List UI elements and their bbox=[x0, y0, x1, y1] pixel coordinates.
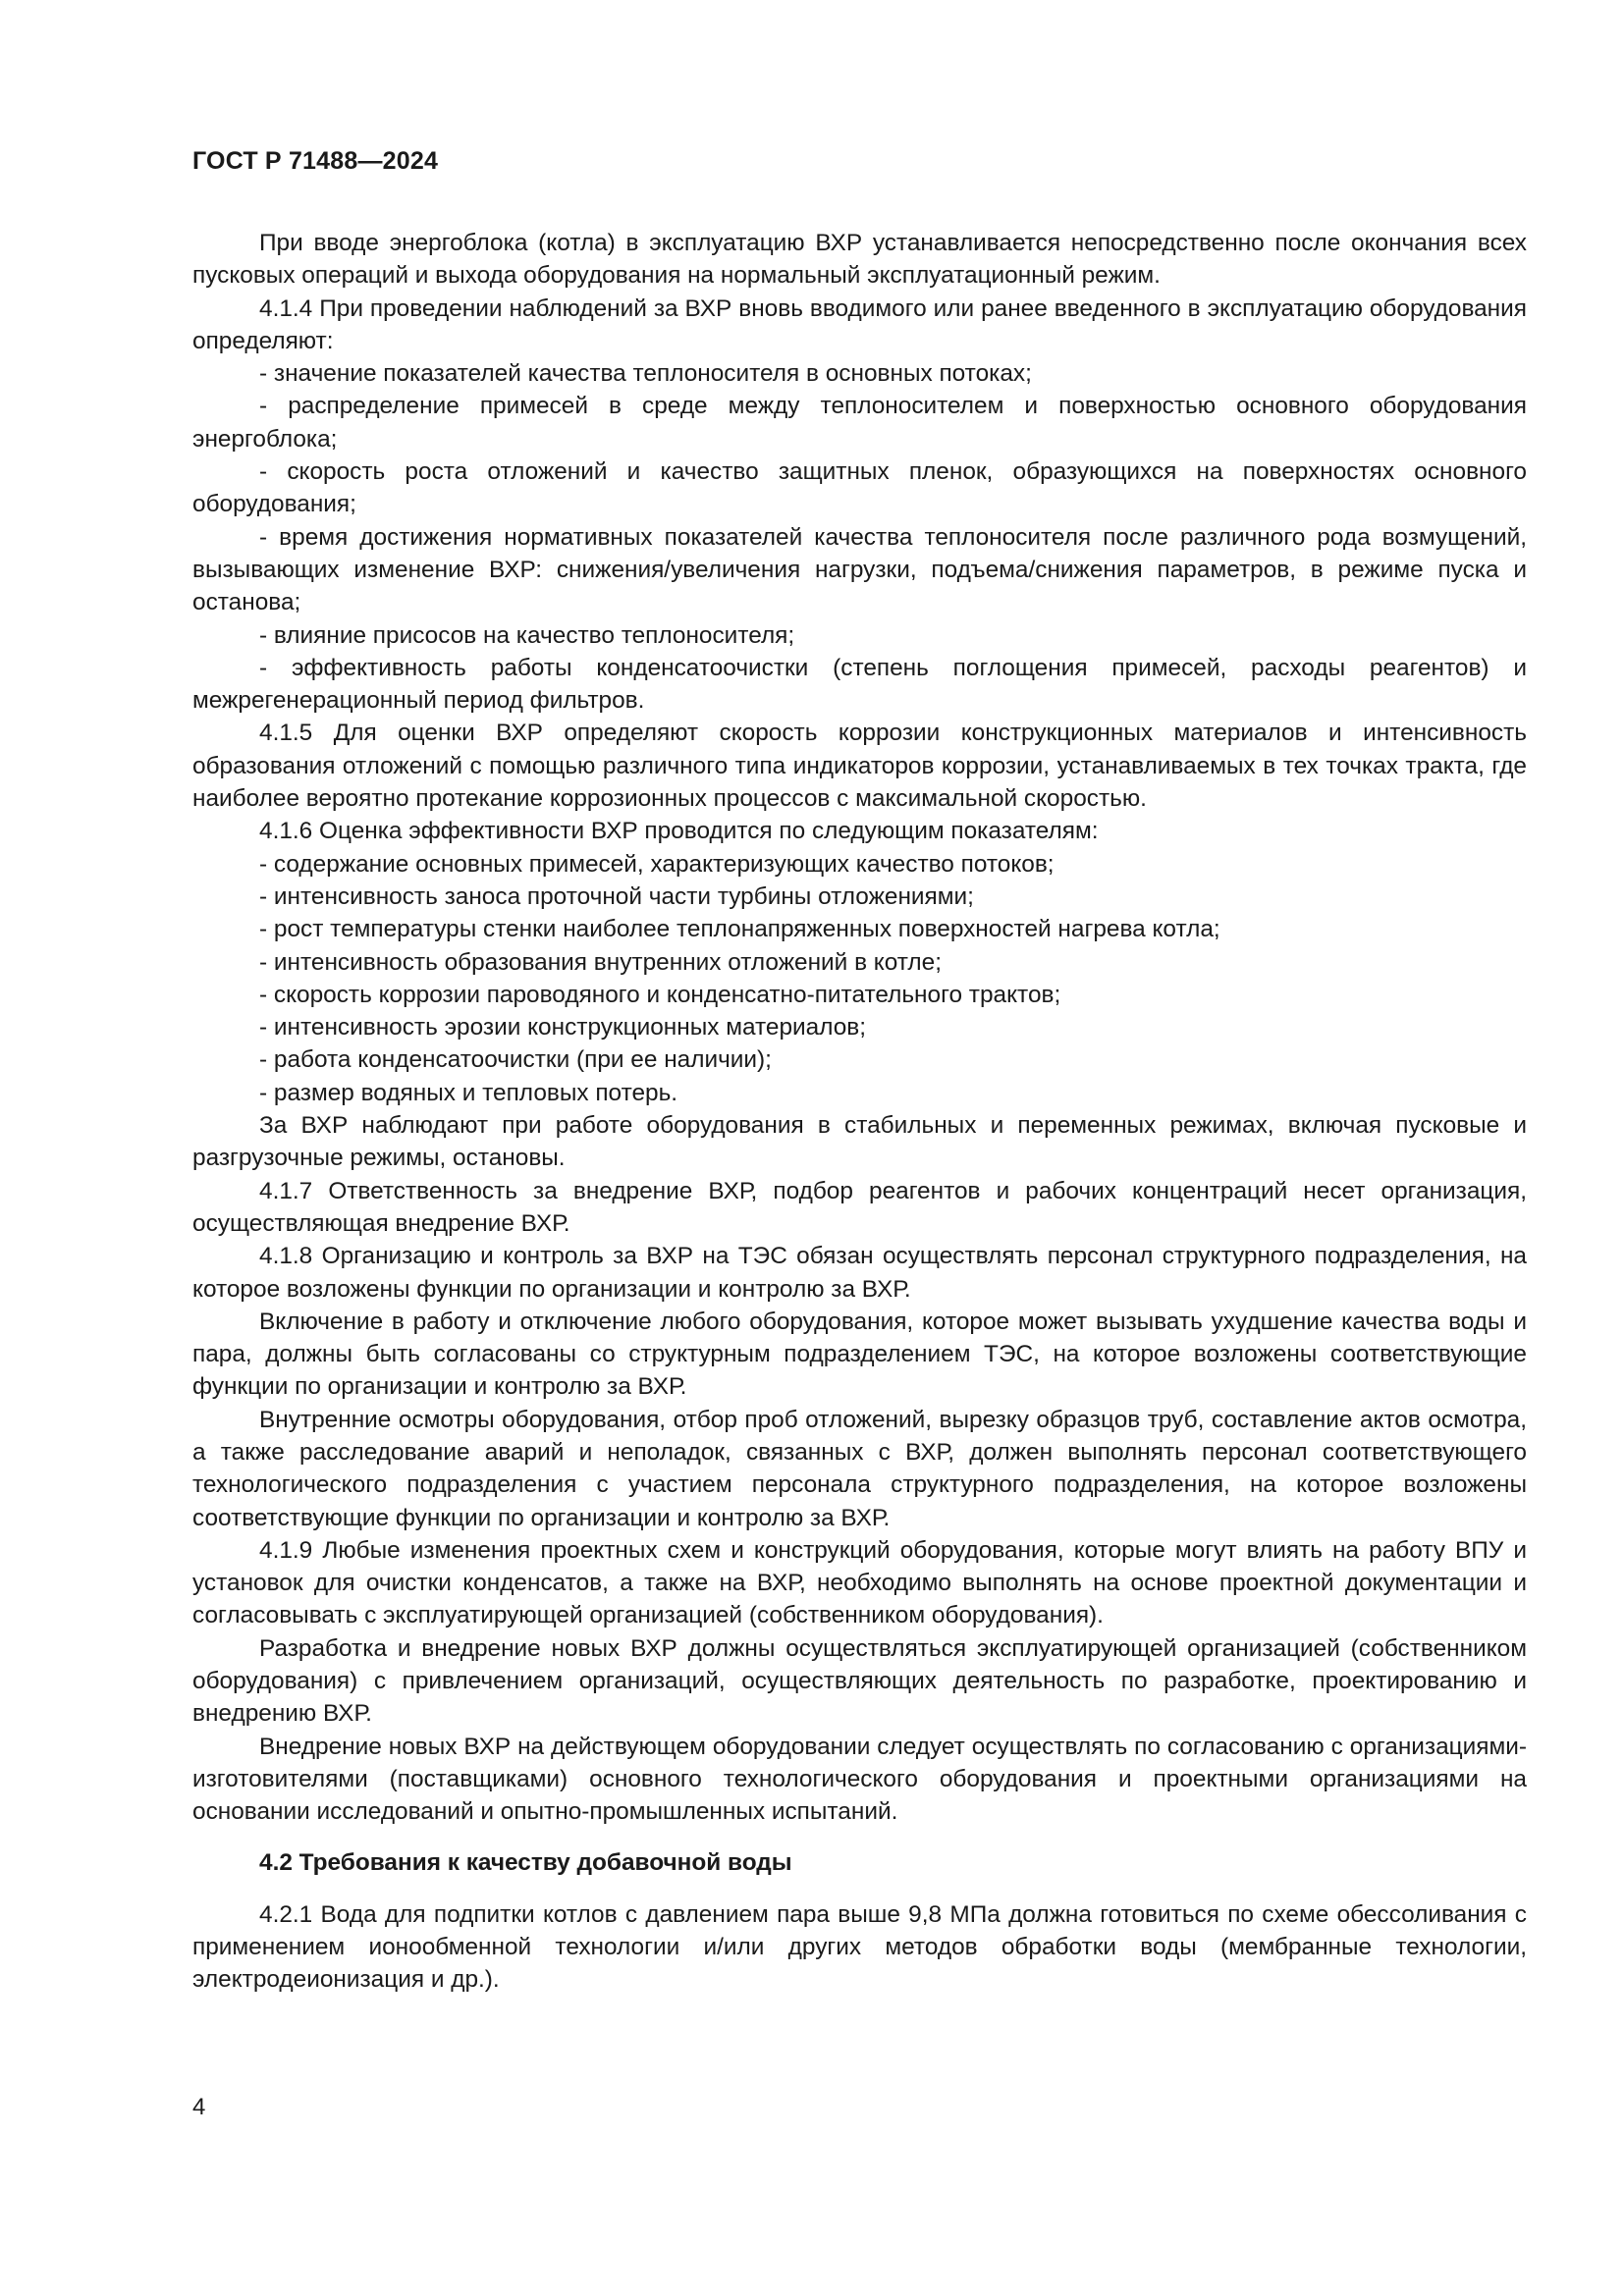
list-item: - интенсивность эрозии конструкционных материалов; bbox=[259, 1014, 867, 1041]
page-number: 4 bbox=[192, 2094, 206, 2120]
paragraph: За ВХР наблюдают при работе оборудования в стабильных и переменных режимах, включая пусковые и разгрузочные режимы, остановы. bbox=[192, 1112, 1527, 1172]
paragraph: 4.1.7 Ответственность за внедрение ВХР, подбор реагентов и рабочих концентраций несет организация, осуществляющая внедрение ВХР. bbox=[192, 1177, 1527, 1237]
list-item: - скорость коррозии пароводяного и конденсатно-питательного трактов; bbox=[259, 981, 1061, 1008]
paragraph: Разработка и внедрение новых ВХР должны осуществляться эксплуатирующей организацией (собственником оборудования) с привлечением организаций, осуществляющих деятельность по разработке, проектированию и внедрению ВХР. bbox=[192, 1634, 1527, 1728]
list-item: - время достижения нормативных показателей качества теплоносителя после различного рода возмущений, вызывающих изменение ВХР: снижения/увеличения нагрузки, подъема/снижения параметров, в режиме пуска и останова; bbox=[192, 523, 1527, 616]
list-item: - содержание основных примесей, характеризующих качество потоков; bbox=[259, 850, 1055, 878]
list-item: - распределение примесей в среде между теплоносителем и поверхностью основного оборудования энергоблока; bbox=[192, 393, 1527, 453]
list-item: - работа конденсатоочистки (при ее наличии); bbox=[259, 1046, 772, 1074]
document-body bbox=[192, 227, 1527, 1997]
list-item: - рост температуры стенки наиболее теплонапряженных поверхностей нагрева котла; bbox=[259, 916, 1220, 943]
paragraph: 4.1.9 Любые изменения проектных схем и конструкций оборудования, которые могут влиять на работу ВПУ и установок для очистки конденсатов, а также на ВХР, необходимо выполнять на основе проектной документации и согласовывать с эксплуатирующей организацией (собственником оборудования). bbox=[192, 1536, 1527, 1629]
paragraph: 4.1.5 Для оценки ВХР определяют скорость коррозии конструкционных материалов и интенсивность образования отложений с помощью различного типа индикаторов коррозии, устанавливаемых в тех точках тракта, где наиболее вероятно протекание коррозионных процессов с максимальной скоростью. bbox=[192, 720, 1527, 813]
list-item: - значение показателей качества теплоносителя в основных потоках; bbox=[259, 360, 1032, 388]
list-item: - размер водяных и тепловых потерь. bbox=[259, 1079, 678, 1106]
paragraph: 4.1.8 Организацию и контроль за ВХР на ТЭС обязан осуществлять персонал структурного подразделения, на которое возложены функции по организации и контролю за ВХР. bbox=[192, 1243, 1527, 1303]
list-item: - эффективность работы конденсатоочистки (степень поглощения примесей, расходы реагентов) и межрегенерационный период фильтров. bbox=[192, 654, 1527, 715]
document-code-header: ГОСТ Р 71488—2024 bbox=[192, 147, 439, 175]
list-item: - интенсивность образования внутренних отложений в котле; bbox=[259, 948, 942, 976]
list-item: - влияние присосов на качество теплоносителя; bbox=[259, 621, 795, 649]
paragraph: Внедрение новых ВХР на действующем оборудовании следует осуществлять по согласованию с организациями-изготовителями (поставщиками) основного технологического оборудования и проектными организациями на основании исследований и опытно-промышленных испытаний. bbox=[192, 1733, 1527, 1826]
list-item: - интенсивность заноса проточной части турбины отложениями; bbox=[259, 882, 974, 910]
paragraph: Включение в работу и отключение любого оборудования, которое может вызывать ухудшение качества воды и пара, должны быть согласованы со структурным подразделением ТЭС, на которое возложены соответствующие функции по организации и контролю за ВХР. bbox=[192, 1308, 1527, 1401]
paragraph: 4.1.4 При проведении наблюдений за ВХР вновь вводимого или ранее введенного в эксплуатацию оборудования определяют: bbox=[192, 294, 1527, 354]
paragraph: 4.2.1 Вода для подпитки котлов с давлением пара выше 9,8 МПа должна готовиться по схеме обессоливания с применением ионообменной технологии и/или других методов обработки воды (мембранные технологии, электродеионизация и др.). bbox=[192, 1900, 1527, 1994]
section-heading: 4.2 Требования к качеству добавочной воды bbox=[259, 1848, 792, 1876]
paragraph: Внутренние осмотры оборудования, отбор проб отложений, вырезку образцов труб, составление актов осмотра, а также расследование аварий и неполадок, связанных с ВХР, должен выполнять персонал соответствующего технологического подразделения с участием персонала структурного подразделения, на которое возложены соответствующие функции по организации и контролю за ВХР. bbox=[192, 1406, 1527, 1531]
list-item: - скорость роста отложений и качество защитных пленок, образующихся на поверхностях основного оборудования; bbox=[192, 458, 1527, 518]
paragraph: При вводе энергоблока (котла) в эксплуатацию ВХР устанавливается непосредственно после окончания всех пусковых операций и выхода оборудования на нормальный эксплуатационный режим. bbox=[192, 230, 1527, 290]
paragraph: 4.1.6 Оценка эффективности ВХР проводится по следующим показателям: bbox=[259, 818, 1099, 845]
